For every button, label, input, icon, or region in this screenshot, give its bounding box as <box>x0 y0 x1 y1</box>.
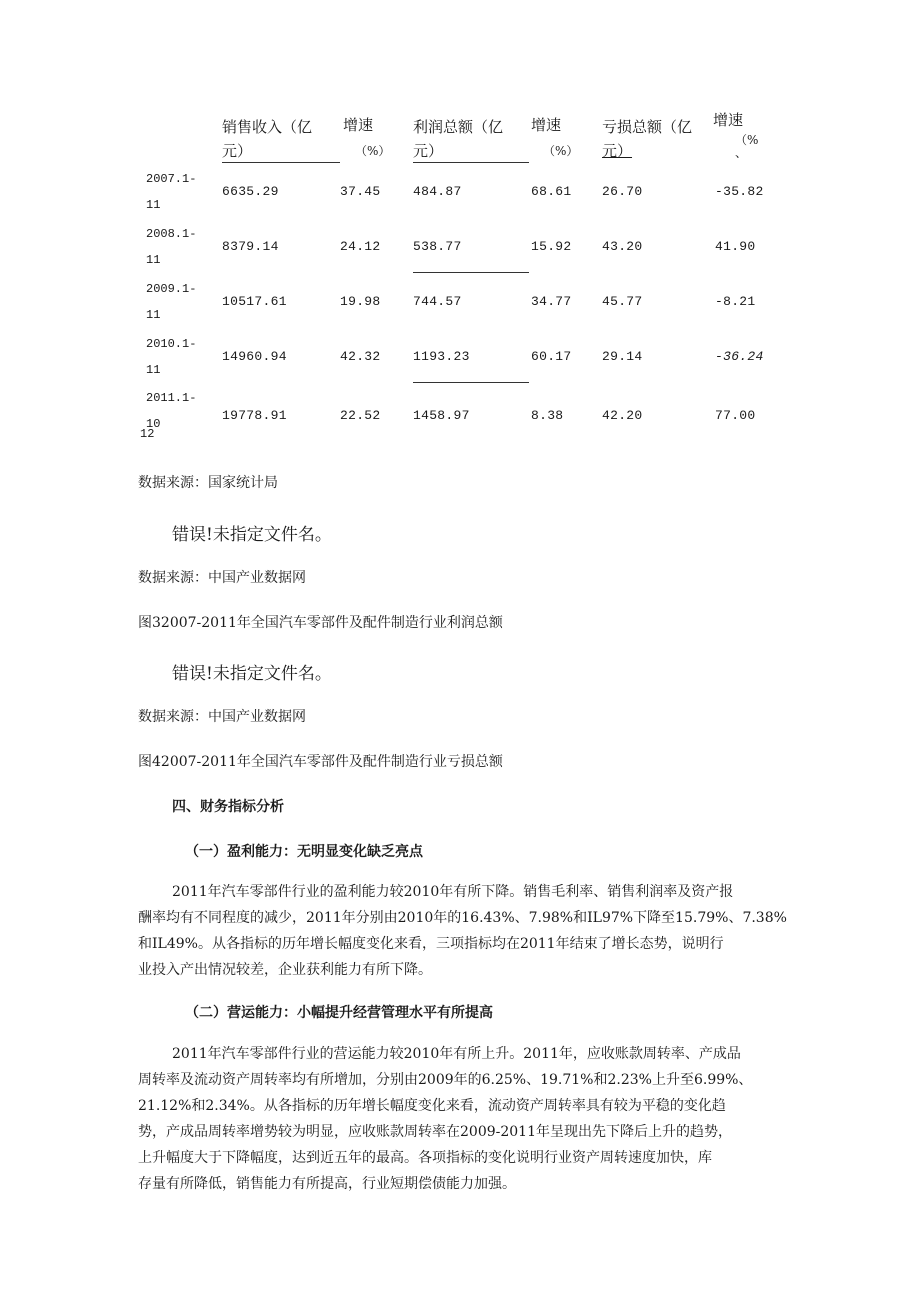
table-cell-profit-growth: 8.38 <box>531 408 564 423</box>
year-end: 11 <box>146 363 161 377</box>
table-cell-profit: 1193.23 <box>413 349 470 364</box>
table-cell-loss: 29.14 <box>602 349 643 364</box>
paragraph-line: 21.12%和2.34%。从各指标的历年增长幅度变化来看，流动资产周转率具有较为平稳的变化趋 <box>138 1098 726 1114</box>
year-start: 2009.1- <box>146 282 197 296</box>
table-cell-sales: 19778.91 <box>222 408 287 423</box>
table-cell-profit: 744.57 <box>413 294 462 309</box>
table-row-year <box>146 331 196 383</box>
header-growth-3-line2: （% <box>735 133 759 147</box>
paragraph-profitability <box>138 879 787 983</box>
table-cell-loss-growth: -36.24 <box>715 349 764 364</box>
table-stray-number: 12 <box>140 427 155 441</box>
header-underline <box>222 162 340 163</box>
year-end: 10 <box>146 417 161 431</box>
table-cell-loss-growth: -35.82 <box>715 184 764 199</box>
header-growth-3-line3: 、 <box>735 146 748 160</box>
table-cell-sales: 14960.94 <box>222 349 287 364</box>
header-sales-line1: 销售收入（亿 <box>222 118 313 136</box>
year-start: 2010.1- <box>146 337 197 351</box>
table-cell-profit-growth: 68.61 <box>531 184 572 199</box>
paragraph-line: 势，产成品周转率增势较为明显，应收账款周转率在2009-2011年呈现出先下降后上升的趋势， <box>138 1124 732 1140</box>
table-cell-loss-growth: -8.21 <box>715 294 756 309</box>
cell-underline <box>413 272 529 273</box>
header-profit-line1: 利润总额（亿 <box>413 118 504 136</box>
header-profit <box>413 115 503 163</box>
header-growth-3 <box>713 108 758 158</box>
table-cell-sales: 10517.61 <box>222 294 287 309</box>
table-cell-profit: 1458.97 <box>413 408 470 423</box>
paragraph-line: 存量有所降低，销售能力有所提高，行业短期偿债能力加强。 <box>138 1176 516 1192</box>
figure-caption: 图32007-2011年全国汽车零部件及配件制造行业利润总额 <box>138 615 503 631</box>
header-sales <box>222 115 312 163</box>
table-cell-loss-growth: 41.90 <box>715 239 756 254</box>
year-start: 2008.1- <box>146 227 197 241</box>
paragraph-line: 上升幅度大于下降幅度，达到近五年的最高。各项指标的变化说明行业资产周转速度加快，库 <box>138 1150 712 1166</box>
table-cell-profit-growth: 15.92 <box>531 239 572 254</box>
table-cell-loss: 42.20 <box>602 408 643 423</box>
year-start: 2011.1- <box>146 391 197 405</box>
header-growth-1-line2: （%） <box>355 144 391 158</box>
year-end: 11 <box>146 308 161 322</box>
table-row-year <box>146 166 196 218</box>
paragraph-line: 和IL49%。从各指标的历年增长幅度变化来看，三项指标均在2011年结束了增长态势，说明行 <box>138 936 724 952</box>
table-cell-loss: 43.20 <box>602 239 643 254</box>
year-end: 11 <box>146 253 161 267</box>
paragraph-operating-capacity <box>138 1041 752 1197</box>
header-growth-2-line1: 增速 <box>531 116 562 134</box>
table-cell-loss: 45.77 <box>602 294 643 309</box>
year-end: 11 <box>146 198 161 212</box>
header-loss-line1: 亏损总额（亿 <box>602 118 693 136</box>
table-cell-loss: 26.70 <box>602 184 643 199</box>
cell-underline <box>413 382 529 383</box>
table-row-year <box>146 221 196 273</box>
header-growth-3-line1: 增速 <box>713 111 744 129</box>
header-growth-2 <box>531 113 578 163</box>
subsection-heading: （二）营运能力：小幅提升经营管理水平有所提高 <box>185 1005 493 1021</box>
table-cell-sales-growth: 24.12 <box>340 239 381 254</box>
header-loss <box>602 115 692 163</box>
table-cell-sales-growth: 22.52 <box>340 408 381 423</box>
header-loss-line2: 元） <box>602 142 633 160</box>
table-cell-sales-growth: 37.45 <box>340 184 381 199</box>
table-cell-sales: 8379.14 <box>222 239 279 254</box>
table-cell-sales: 6635.29 <box>222 184 279 199</box>
missing-figure-error: 错误!未指定文件名。 <box>172 664 332 684</box>
table-cell-sales-growth: 19.98 <box>340 294 381 309</box>
table-cell-sales-growth: 42.32 <box>340 349 381 364</box>
header-growth-1 <box>343 113 390 163</box>
paragraph-line: 2011年汽车零部件行业的盈利能力较2010年有所下降。销售毛利率、销售利润率及资产报 <box>172 884 734 900</box>
section-heading: 四、财务指标分析 <box>172 799 284 815</box>
table-cell-profit-growth: 60.17 <box>531 349 572 364</box>
year-start: 2007.1- <box>146 172 197 186</box>
header-sales-line2: 元） <box>222 142 253 160</box>
table-cell-profit-growth: 34.77 <box>531 294 572 309</box>
header-growth-2-line2: （%） <box>543 144 579 158</box>
data-source-label: 数据来源：国家统计局 <box>138 475 278 491</box>
data-source-label: 数据来源：中国产业数据网 <box>138 570 306 586</box>
table-cell-profit: 484.87 <box>413 184 462 199</box>
missing-figure-error: 错误!未指定文件名。 <box>172 525 332 545</box>
paragraph-line: 2011年汽车零部件行业的营运能力较2010年有所上升。2011年，应收账款周转率、产成品 <box>172 1046 741 1062</box>
header-underline <box>413 162 529 163</box>
subsection-heading: （一）盈利能力：无明显变化缺乏亮点 <box>185 844 423 860</box>
data-source-label: 数据来源：中国产业数据网 <box>138 709 306 725</box>
header-growth-1-line1: 增速 <box>343 116 374 134</box>
table-row-year <box>146 276 196 328</box>
paragraph-line: 业投入产出情况较差，企业获利能力有所下降。 <box>138 962 432 978</box>
paragraph-line: 周转率及流动资产周转率均有所增加，分别由2009年的6.25%、19.71%和2.23%上升至6.99%、 <box>138 1072 753 1088</box>
table-cell-loss-growth: 77.00 <box>715 408 756 423</box>
header-profit-line2: 元） <box>413 142 444 160</box>
paragraph-line: 酬率均有不同程度的减少，2011年分别由2010年的16.43%、7.98%和IL97%下降至15.79%、7.38% <box>138 910 787 926</box>
figure-caption: 图42007-2011年全国汽车零部件及配件制造行业亏损总额 <box>138 754 503 770</box>
table-cell-profit: 538.77 <box>413 239 462 254</box>
